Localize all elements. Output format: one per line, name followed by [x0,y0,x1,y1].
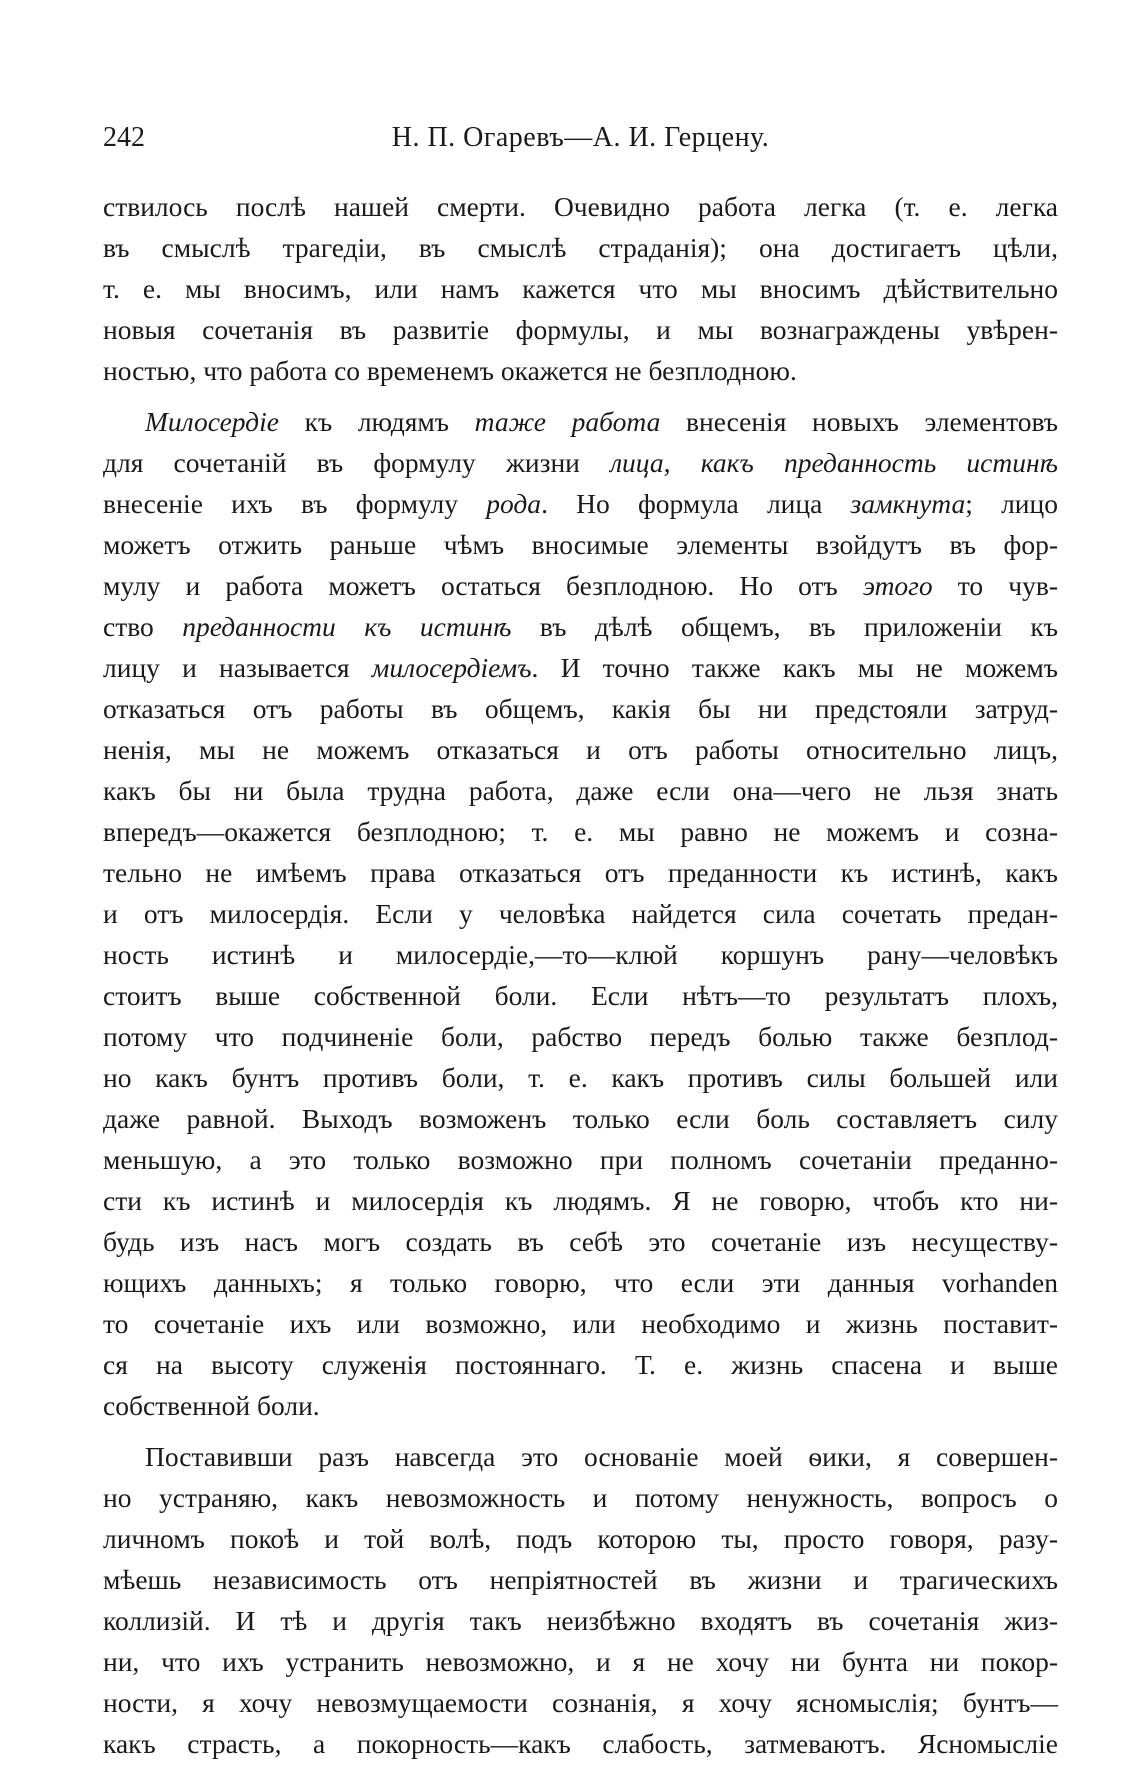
page-number: 242 [103,122,145,153]
text-line: въ смыслѣ трагедіи, въ смыслѣ страданія); она достигаетъ цѣли, [103,232,1058,263]
italic-phrase: милосердіемъ [371,652,532,683]
text-line: для сочетаній въ формулу жизни лица, какъ преданность истинѣ [103,447,1058,478]
text-line: Милосердіе къ людямъ таже работа внесенія новыхъ элементовъ [145,406,1059,437]
paragraph-3 [103,1436,1058,1764]
text-line: и отъ милосердія. Если у человѣка найдется сила сочетать предан- [103,898,1058,929]
text-line: ность истинѣ и милосердіе,—то—клюй коршунъ рану—человѣкъ [103,939,1058,970]
running-head: Н. П. Огаревъ—А. И. Герцену. [391,122,770,153]
text-line: мулу и работа можетъ остаться безплодною. Но отъ этого то чув- [103,570,1058,601]
text-line: какъ страсть, а покорность—какъ слабость, затмеваютъ. Ясномысліе [103,1728,1058,1759]
text-line: ности, я хочу невозмущаемости сознанія, я хочу ясномыслія; бунтъ— [103,1687,1058,1718]
text-line: тельно не имѣемъ права отказаться отъ преданности къ истинѣ, какъ [103,857,1058,888]
italic-phrase: этого [862,570,933,601]
text-line: но устраняю, какъ невозможность и потому ненужность, вопросъ о [103,1482,1058,1513]
italic-phrase: Милосердіе [145,406,279,437]
text-line: ствилось послѣ нашей смерти. Очевидно работа легка (т. е. легка [103,191,1058,222]
text-line: т. е. мы вносимъ, или намъ кажется что мы вносимъ дѣйствительно [103,273,1058,304]
text-line: можетъ отжить раньше чѣмъ вносимые элементы взойдутъ въ фор- [103,529,1058,560]
text-line: будь изъ насъ могъ создать въ себѣ это сочетаніе изъ несуществу- [103,1226,1058,1257]
italic-phrase: замкнута [850,488,966,519]
text-line: ство преданности къ истинѣ въ дѣлѣ общемъ, въ приложеніи къ [103,611,1058,642]
text-line: но какъ бунтъ противъ боли, т. е. какъ противъ силы большей или [103,1062,1058,1093]
text-line: собственной боли. [103,1390,320,1421]
text-line: то сочетаніе ихъ или возможно, или необходимо и жизнь поставит- [103,1308,1058,1339]
text-line: ющихъ данныхъ; я только говорю, что если эти данныя vorhanden [103,1267,1058,1298]
text-line: впередъ—окажется безплодною; т. е. мы равно не можемъ и созна- [103,816,1058,847]
text-line: ся на высоту служенія постояннаго. Т. е. жизнь спасена и выше [103,1349,1058,1380]
text-line: меньшую, а это только возможно при полномъ сочетаніи преданно- [103,1144,1058,1175]
text-line: какъ бы ни была трудна работа, даже если она—чего не льзя знать [103,775,1058,806]
text-line: коллизій. И тѣ и другія такъ неизбѣжно входятъ въ сочетанія жиз- [103,1605,1058,1636]
italic-phrase: рода [486,488,542,519]
text-line: ненія, мы не можемъ отказаться и отъ работы относительно лицъ, [103,734,1058,765]
italic-phrase: преданности къ истинѣ [182,611,512,642]
text-line: сти къ истинѣ и милосердія къ людямъ. Я не говорю, чтобъ кто ни- [103,1185,1058,1216]
text-line: даже равной. Выходъ возможенъ только если боль составляетъ силу [103,1103,1058,1134]
text-line: отказаться отъ работы въ общемъ, какія бы ни предстояли затруд- [103,693,1058,724]
text-line: стоитъ выше собственной боли. Если нѣтъ—то результатъ плохъ, [103,980,1058,1011]
book-page [103,118,1058,1764]
text-line: ностью, что работа со временемъ окажется не безплодною. [103,355,797,386]
paragraph-2 [103,401,1058,1426]
text-line: Поставивши разъ навсегда это основаніе моей ѳики, я совершен- [145,1441,1058,1472]
italic-phrase: таже работа [474,406,661,437]
text-line: внесеніе ихъ въ формулу рода. Но формула лица замкнута; лицо [103,488,1058,519]
italic-phrase: лица, какъ преданность истинѣ [610,447,1058,478]
paragraph-1 [103,186,1058,391]
text-line: ни, что ихъ устранить невозможно, и я не хочу ни бунта ни покор- [103,1646,1058,1677]
text-line: личномъ покоѣ и той волѣ, подъ которою ты, просто говоря, разу- [103,1523,1058,1554]
text-line: новыя сочетанія въ развитіе формулы, и мы вознаграждены увѣрен- [103,314,1058,345]
page-header [103,118,1058,162]
text-line: потому что подчиненіе боли, рабство передъ болью также безплод- [103,1021,1058,1052]
text-line: мѣешь независимость отъ непріятностей въ жизни и трагическихъ [103,1564,1058,1595]
text-line: лицу и называется милосердіемъ. И точно также какъ мы не можемъ [103,652,1058,683]
